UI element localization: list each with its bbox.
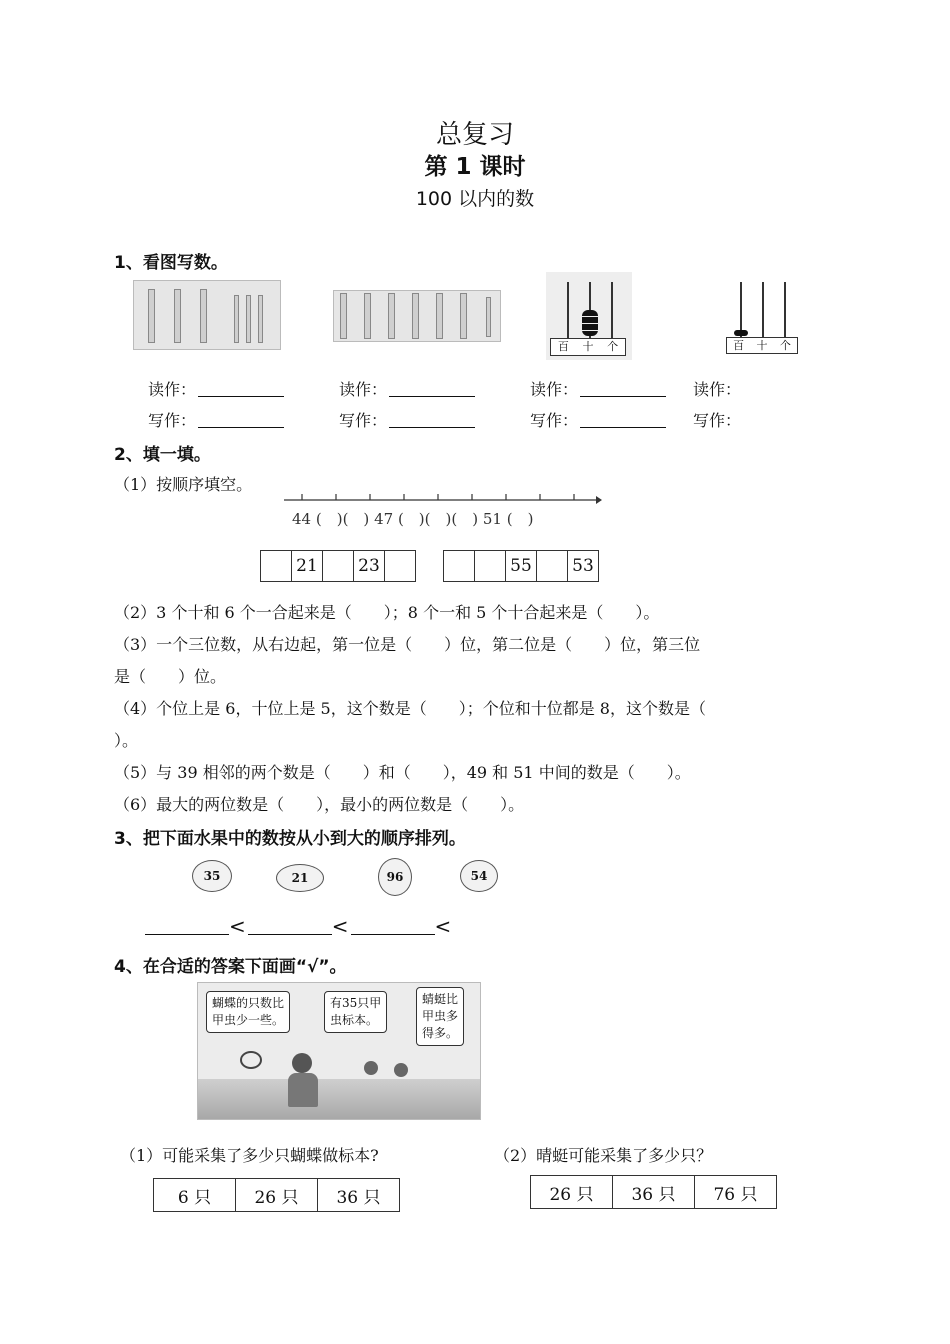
answer-blank[interactable] [145, 920, 229, 935]
stick-bundle [388, 293, 395, 339]
sequence-cell[interactable] [323, 551, 354, 582]
stick-bundle [436, 293, 443, 339]
stick-bundle [174, 289, 181, 343]
answer-blank[interactable] [198, 413, 284, 428]
answer-blank[interactable] [351, 920, 435, 935]
sticks-image-2 [333, 290, 501, 342]
abacus-base: 百 十 个 [550, 338, 626, 356]
sequence-cell[interactable] [385, 551, 416, 582]
section4-heading: 4、在合适的答案下面画“√”。 [114, 957, 347, 977]
sequence-cell: 55 [506, 551, 537, 582]
question-2-6: （6）最大的两位数是（ ），最小的两位数是（ ）。 [114, 795, 525, 814]
sequence-cell[interactable] [537, 551, 568, 582]
stick-bundle [364, 293, 371, 339]
sequence-cell[interactable] [475, 551, 506, 582]
lesson-subtitle: 第 1 课时 [424, 154, 526, 180]
child-figure [394, 1063, 408, 1077]
answer-option[interactable]: 6 只 [154, 1179, 236, 1212]
sequence-cell: 53 [568, 551, 599, 582]
fruit-peach: 35 [192, 860, 232, 892]
read-row-2: 读作： [339, 377, 475, 400]
single-stick [486, 297, 491, 337]
insect-collecting-illustration [197, 982, 481, 1120]
sequence-boxes-left [260, 550, 416, 582]
single-stick [258, 295, 263, 343]
child-figure [288, 1073, 318, 1107]
question-2-4b: ）。 [114, 731, 139, 750]
stick-bundle [200, 289, 207, 343]
write-row-4: 写作： [693, 411, 742, 430]
write-row-3: 写作： [530, 408, 666, 431]
answer-option[interactable]: 76 只 [695, 1176, 777, 1209]
answer-blank[interactable] [580, 382, 666, 397]
speech-bubble-butterfly: 蝴蝶的只数比 甲虫少一些。 [206, 991, 290, 1033]
sticks-image-1 [133, 280, 281, 350]
single-stick [234, 295, 239, 343]
question-4-2: （2）晴蜓可能采集了多少只？ [494, 1146, 713, 1165]
question-2-2: （2）3 个十和 6 个一合起来是（ ）；8 个一和 5 个十合起来是（ ）。 [114, 603, 660, 622]
answer-blank[interactable] [248, 920, 332, 935]
answer-option[interactable]: 36 只 [318, 1179, 400, 1212]
write-row-2: 写作： [339, 408, 475, 431]
fruit-melon: 54 [460, 860, 498, 892]
abacus-beads [582, 310, 598, 336]
question-2-1: （1）按顺序填空。 [114, 475, 253, 494]
sequence-cell: 23 [354, 551, 385, 582]
answer-option[interactable]: 26 只 [236, 1179, 318, 1212]
topic-subtitle: 100 以内的数 [415, 188, 535, 210]
options-table-2 [530, 1175, 777, 1209]
number-line-labels: 44 ( )( ) 47 ( )( )( ) 51 ( ) [292, 510, 534, 528]
sequence-cell: 21 [292, 551, 323, 582]
section3-heading: 3、把下面水果中的数按从小到大的顺序排列。 [114, 829, 466, 849]
answer-blank[interactable] [389, 413, 475, 428]
answer-blank[interactable] [389, 382, 475, 397]
question-2-3b: 是（ ）位。 [114, 667, 227, 686]
write-row-1: 写作： [148, 408, 284, 431]
answer-blank[interactable] [580, 413, 666, 428]
read-row-3: 读作： [530, 377, 666, 400]
stick-bundle [340, 293, 347, 339]
stick-bundle [148, 289, 155, 343]
ground [198, 1079, 480, 1119]
abacus-bead [734, 330, 748, 336]
read-row-4: 读作： [693, 380, 742, 399]
child-figure [364, 1061, 378, 1075]
ordering-row: < < < [143, 914, 451, 938]
question-2-5: （5）与 39 相邻的两个数是（ ）和（ ），49 和 51 中间的数是（ ）。 [114, 763, 691, 782]
single-stick [246, 295, 251, 343]
question-4-1: （1）可能采集了多少只蝴蝶做标本? [120, 1146, 379, 1165]
abacus-base: 百 十 个 [726, 337, 798, 354]
sequence-cell[interactable] [444, 551, 475, 582]
section1-heading: 1、看图写数。 [114, 253, 228, 273]
answer-blank[interactable] [198, 382, 284, 397]
section2-heading: 2、填一填。 [114, 445, 211, 465]
options-table-1 [153, 1178, 400, 1212]
question-2-3a: （3）一个三位数，从右边起，第一位是（ ）位，第二位是（ ）位，第三位 [114, 635, 701, 654]
abacus-1 [546, 272, 632, 360]
fruit-apple: 21 [276, 864, 324, 892]
answer-option[interactable]: 26 只 [531, 1176, 613, 1209]
stick-bundle [460, 293, 467, 339]
sequence-cell[interactable] [261, 551, 292, 582]
speech-bubble-dragonfly: 蜻蜓比 甲虫多 得多。 [416, 987, 464, 1046]
abacus-2 [724, 280, 800, 356]
butterfly-net [240, 1051, 262, 1069]
read-row-1: 读作： [148, 377, 284, 400]
page-title: 总复习 [435, 120, 514, 150]
question-2-4a: （4）个位上是 6，十位上是 5，这个数是（ ）；个位和十位都是 8，这个数是（ [114, 699, 706, 718]
stick-bundle [412, 293, 419, 339]
speech-bubble-beetle: 有35只甲 虫标本。 [324, 991, 387, 1033]
answer-option[interactable]: 36 只 [613, 1176, 695, 1209]
sequence-boxes-right [443, 550, 599, 582]
child-figure [292, 1053, 312, 1073]
fruit-pineapple: 96 [378, 858, 412, 896]
